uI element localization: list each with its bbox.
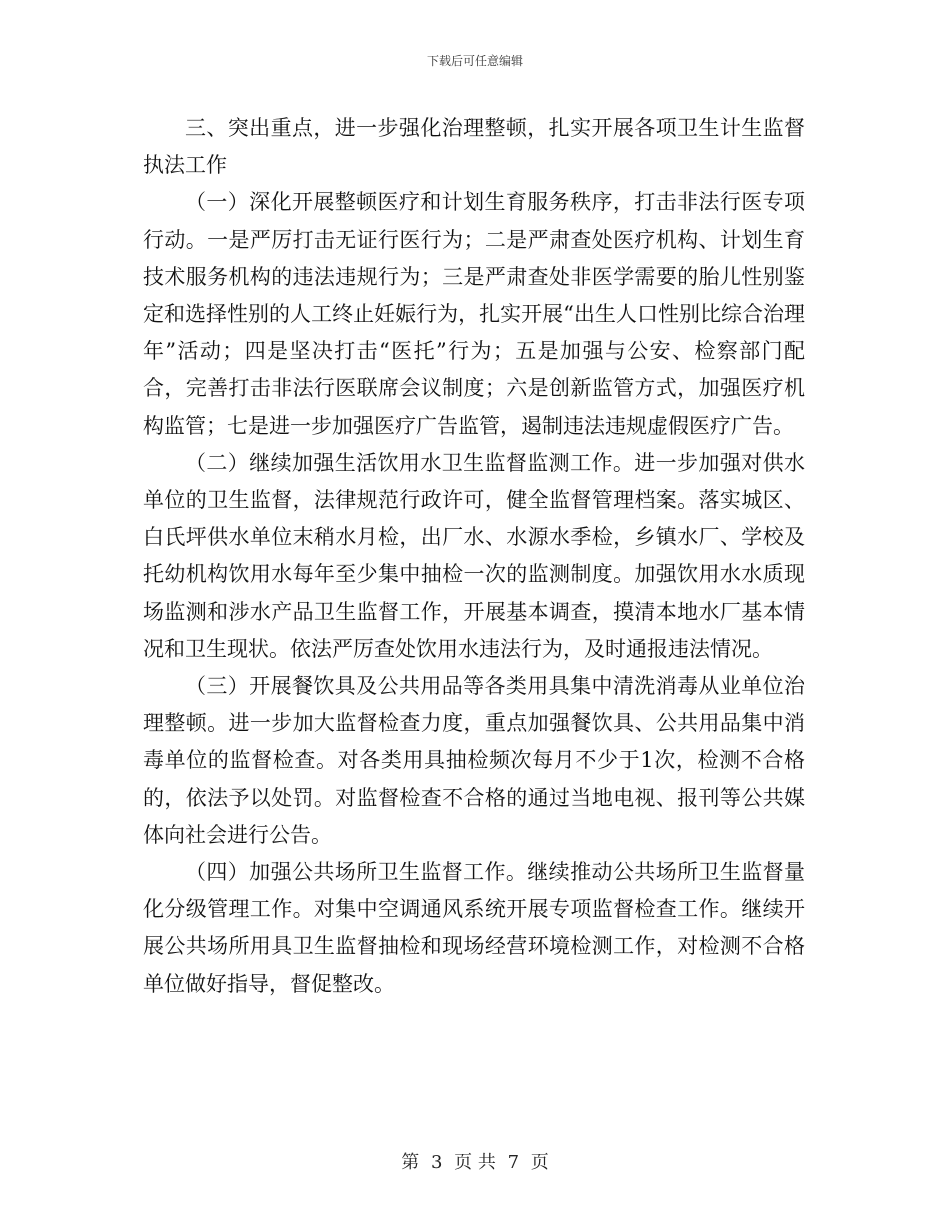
document-body [143, 110, 805, 1003]
footer-prefix: 第 [401, 1152, 420, 1173]
total-page-count: 7 [507, 1152, 520, 1173]
page-footer [0, 1153, 950, 1173]
footer-suffix: 页 [530, 1152, 549, 1173]
paragraph-4: （四）加强公共场所卫生监督工作。继续推动公共场所卫生监督量化分级管理工作。对集中空调通风系统开展专项监督检查工作。继续开展公共场所用具卫生监督抽检和现场经营环境检测工作，对检测不合格单位做好指导，督促整改。 [143, 860, 805, 996]
paragraph-3: （三）开展餐饮具及公共用品等各类用具集中清洗消毒从业单位治理整顿。进一步加大监督检查力度，重点加强餐饮具、公共用品集中消毒单位的监督检查。对各类用具抽检频次每月不少于1次，检测不合格的，依法予以处罚。对监督检查不合格的通过当地电视、报刊等公共媒体向社会进行公告。 [143, 674, 805, 847]
paragraph-2: （二）继续加强生活饮用水卫生监督监测工作。进一步加强对供水单位的卫生监督，法律规范行政许可，健全监督管理档案。落实城区、白氏坪供水单位末稍水月检，出厂水、水源水季检，乡镇水厂、学校及托幼机构饮用水每年至少集中抽检一次的监测制度。加强饮用水水质现场监测和涉水产品卫生监督工作，开展基本调查，摸清本地水厂基本情况和卫生现状。依法严厉查处饮用水违法行为，及时通报违法情况。 [143, 450, 805, 661]
page-header: 下载后可任意编辑 [426, 54, 523, 68]
paragraph-1: （一）深化开展整顿医疗和计划生育服务秩序，打击非法行医专项行动。一是严厉打击无证行医行为；二是严肃查处医疗机构、计划生育技术服务机构的违法违规行为；三是严肃查处非医学需要的胎儿性别鉴定和选择性别的人工终止妊娠行为，扎实开展“出生人口性别比综合治理年”活动；四是坚决打击“医托”行为；五是加强与公安、检察部门配合，完善打击非法行医联席会议制度；六是创新监管方式，加强医疗机构监管；七是进一步加强医疗广告监管，遏制违法违规虚假医疗广告。 [143, 190, 805, 438]
footer-middle: 页 共 [454, 1152, 496, 1173]
section-heading: 三、突出重点，进一步强化治理整顿，扎实开展各项卫生计生监督执法工作 [143, 116, 805, 178]
current-page-number: 3 [430, 1152, 443, 1173]
